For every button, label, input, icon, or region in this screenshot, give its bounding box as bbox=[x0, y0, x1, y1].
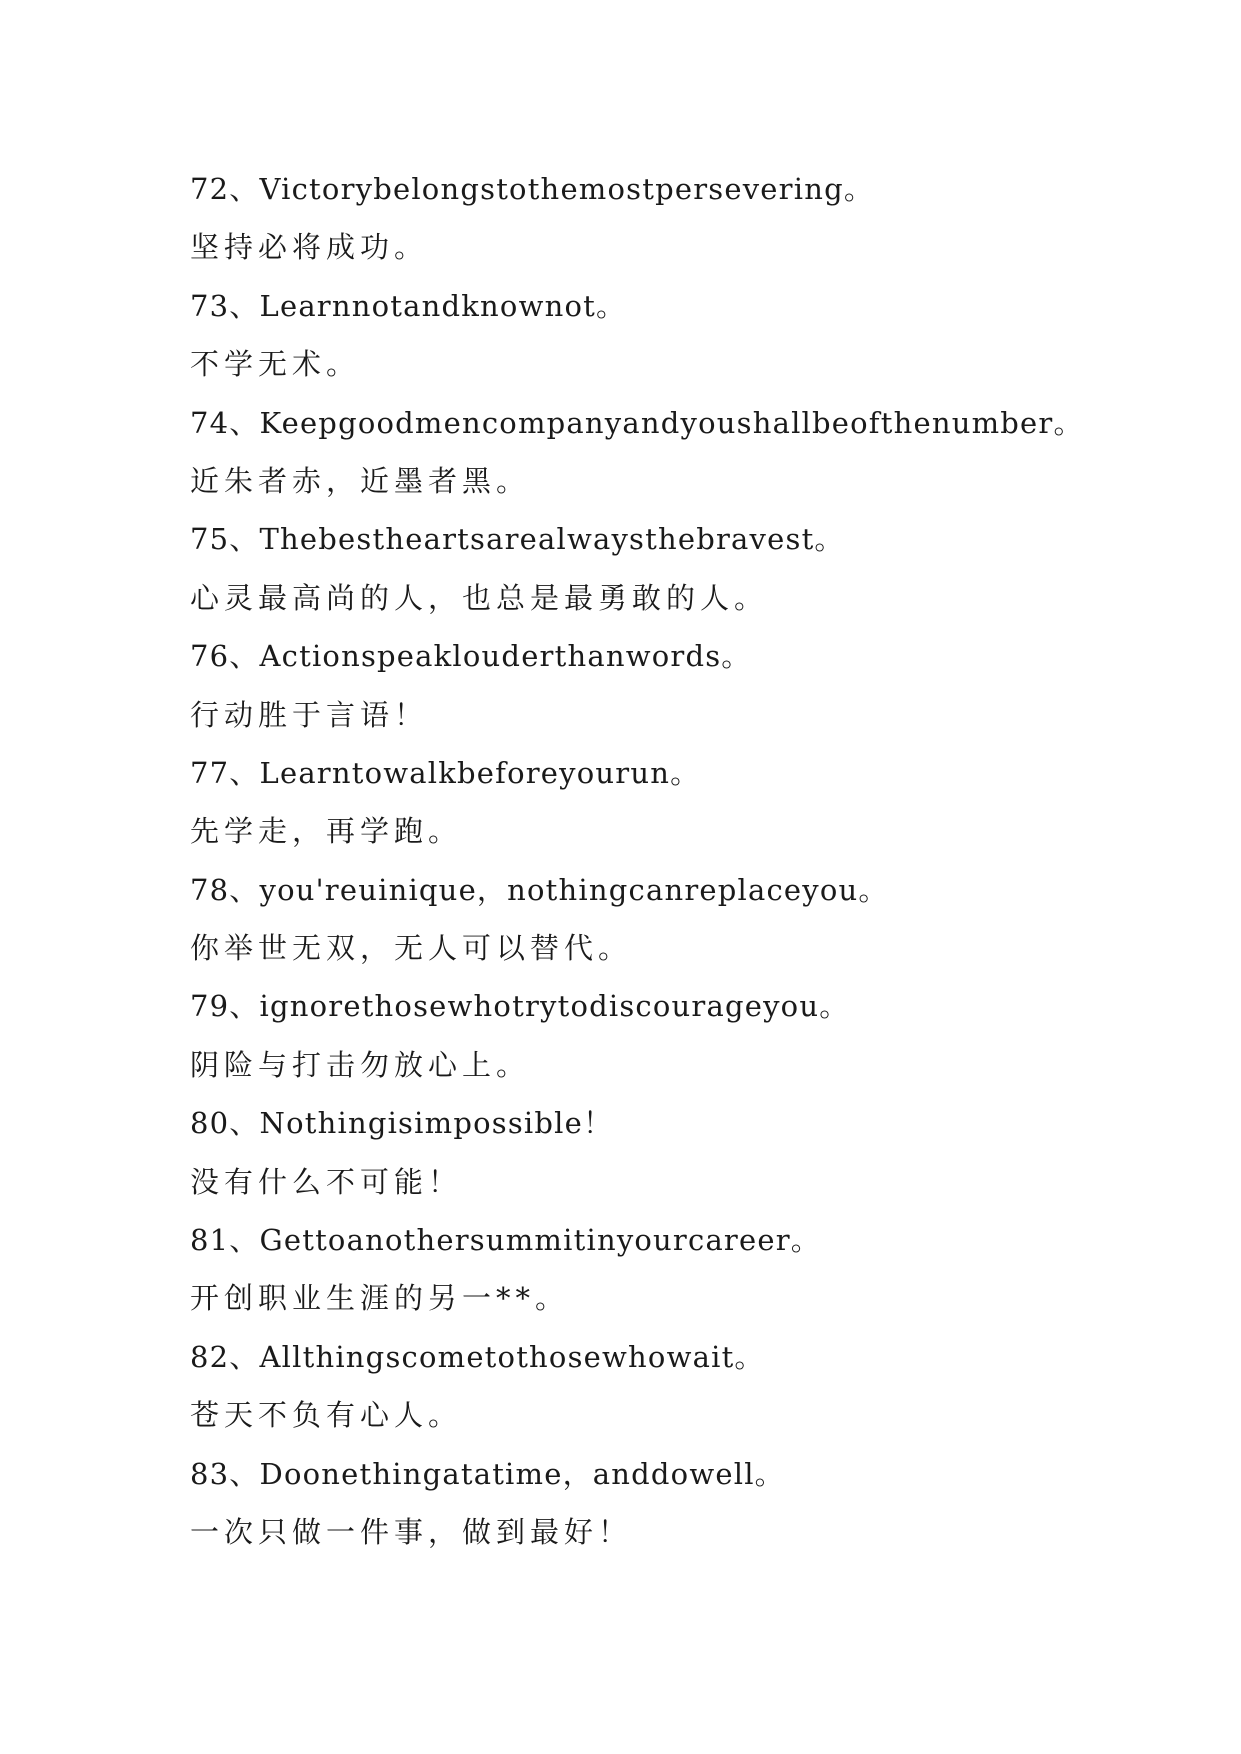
quote-entry bbox=[190, 1445, 1150, 1562]
quote-entry bbox=[190, 861, 1150, 978]
quote-entry bbox=[190, 627, 1150, 744]
chinese-translation: 一次只做一件事，做到最好！ bbox=[190, 1514, 633, 1549]
chinese-translation: 开创职业生涯的另一**。 bbox=[190, 1281, 570, 1316]
chinese-translation: 近朱者赤，近墨者黑。 bbox=[190, 463, 531, 498]
chinese-translation: 坚持必将成功。 bbox=[190, 230, 429, 265]
english-quote: 79、ignorethosewhotrytodiscourageyou。 bbox=[190, 989, 850, 1024]
english-quote: 75、Thebestheartsarealwaysthebravest。 bbox=[190, 522, 845, 557]
chinese-translation: 先学走，再学跑。 bbox=[190, 814, 463, 849]
english-quote: 77、Learntowalkbeforeyourun。 bbox=[190, 755, 701, 790]
chinese-translation: 心灵最高尚的人，也总是最勇敢的人。 bbox=[190, 580, 769, 615]
english-quote: 81、Gettoanothersummitinyourcareer。 bbox=[190, 1223, 821, 1258]
quote-entry bbox=[190, 1211, 1150, 1328]
quote-entry bbox=[190, 977, 1150, 1094]
chinese-translation: 你举世无双，无人可以替代。 bbox=[190, 931, 633, 966]
quote-entry bbox=[190, 394, 1150, 511]
english-quote: 78、you'reuinique，nothingcanreplaceyou。 bbox=[190, 872, 889, 907]
english-quote: 82、Allthingscometothosewhowait。 bbox=[190, 1339, 765, 1374]
chinese-translation: 苍天不负有心人。 bbox=[190, 1398, 463, 1433]
quote-entry bbox=[190, 277, 1150, 394]
english-quote: 76、Actionspeaklouderthanwords。 bbox=[190, 639, 752, 674]
quote-entry bbox=[190, 744, 1150, 861]
chinese-translation: 不学无术。 bbox=[190, 347, 361, 382]
quote-entry bbox=[190, 510, 1150, 627]
english-quote: 80、Nothingisimpossible！ bbox=[190, 1106, 614, 1141]
quote-list bbox=[190, 160, 1150, 1561]
quote-entry bbox=[190, 1094, 1150, 1211]
chinese-translation: 行动胜于言语！ bbox=[190, 697, 429, 732]
english-quote: 73、Learnnotandknownot。 bbox=[190, 288, 627, 323]
english-quote: 74、Keepgoodmencompanyandyoushallbeofthenumber。 bbox=[190, 405, 1084, 440]
english-quote: 72、Victorybelongstothemostpersevering。 bbox=[190, 172, 875, 206]
chinese-translation: 阴险与打击勿放心上。 bbox=[190, 1047, 531, 1082]
english-quote: 83、Doonethingatatime，anddowell。 bbox=[190, 1456, 785, 1491]
chinese-translation: 没有什么不可能！ bbox=[190, 1164, 463, 1199]
quote-entry bbox=[190, 1328, 1150, 1445]
quote-entry bbox=[190, 160, 1150, 277]
